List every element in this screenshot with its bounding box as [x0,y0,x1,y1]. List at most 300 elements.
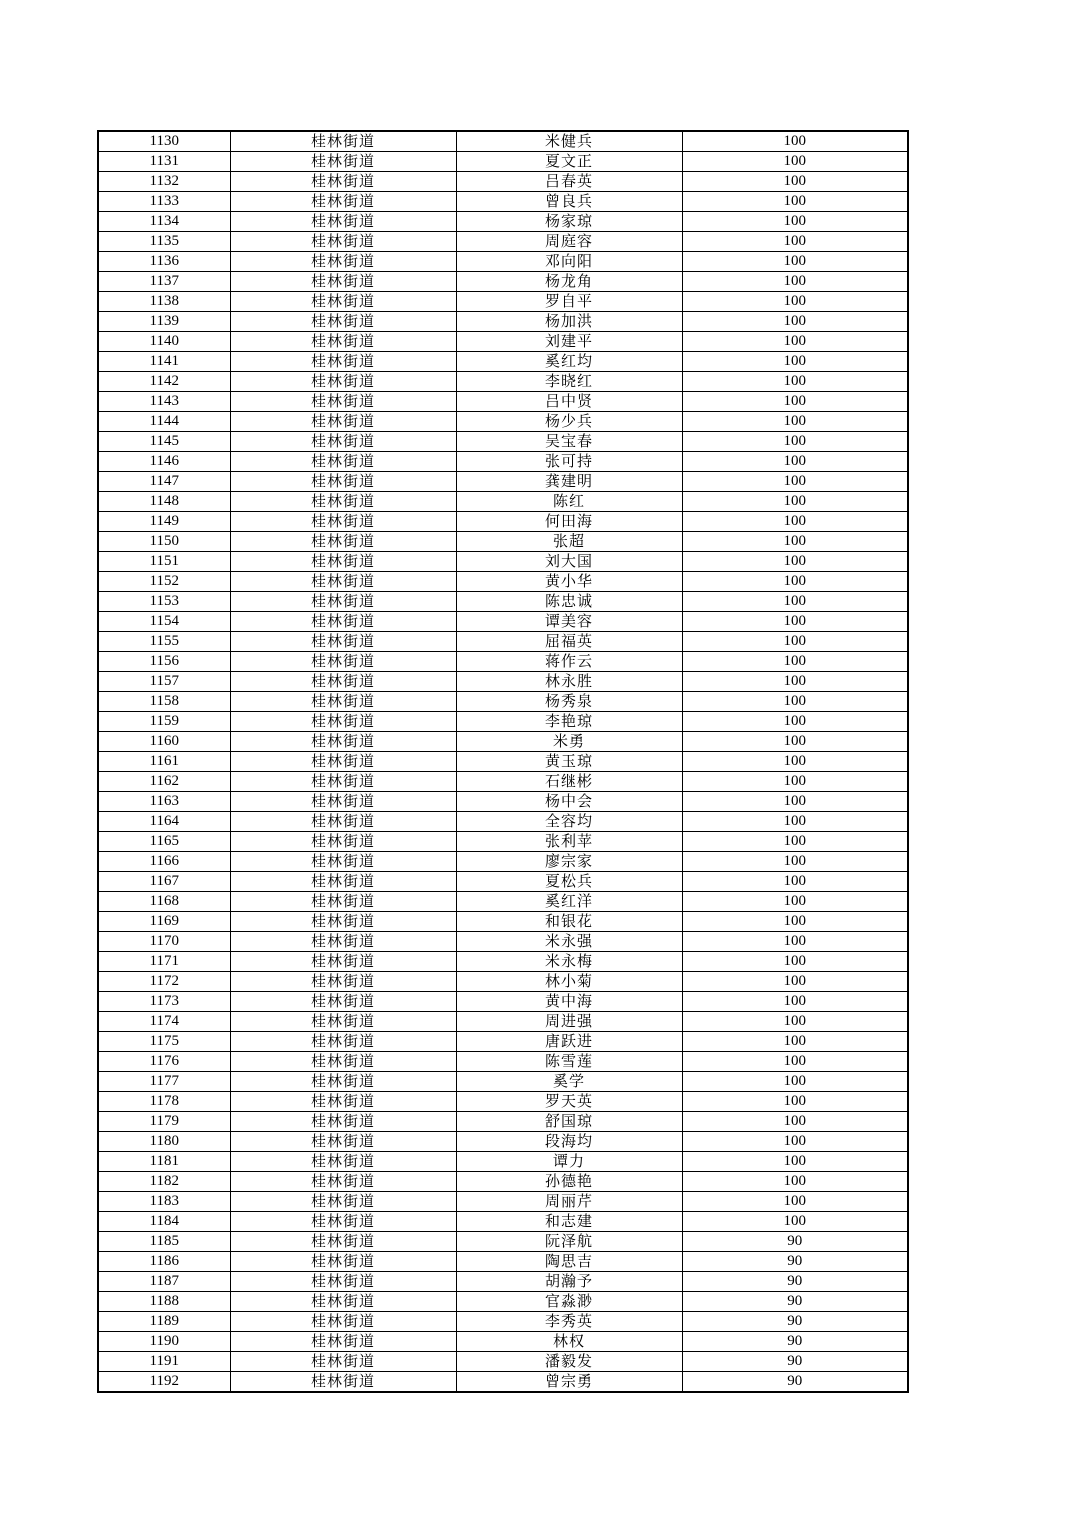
row-number-cell: 1142 [98,372,230,392]
table-row [98,532,908,552]
amount-cell: 90 [682,1232,908,1252]
amount-cell: 100 [682,512,908,532]
street-cell: 桂林街道 [230,472,456,492]
name-cell: 李艳琼 [456,712,682,732]
table-row [98,212,908,232]
row-number-cell: 1189 [98,1312,230,1332]
street-cell: 桂林街道 [230,772,456,792]
amount-cell: 100 [682,252,908,272]
name-cell: 张利苹 [456,832,682,852]
name-cell: 潘毅发 [456,1352,682,1372]
street-cell: 桂林街道 [230,292,456,312]
street-cell: 桂林街道 [230,1052,456,1072]
street-cell: 桂林街道 [230,752,456,772]
name-cell: 全容均 [456,812,682,832]
table-row [98,1372,908,1393]
street-cell: 桂林街道 [230,272,456,292]
table-row [98,732,908,752]
street-cell: 桂林街道 [230,732,456,752]
row-number-cell: 1154 [98,612,230,632]
amount-cell: 100 [682,792,908,812]
amount-cell: 100 [682,572,908,592]
table-row [98,1132,908,1152]
name-cell: 官淼渺 [456,1292,682,1312]
row-number-cell: 1156 [98,652,230,672]
amount-cell: 100 [682,932,908,952]
name-cell: 舒国琼 [456,1112,682,1132]
street-cell: 桂林街道 [230,1312,456,1332]
amount-cell: 100 [682,472,908,492]
street-cell: 桂林街道 [230,632,456,652]
amount-cell: 100 [682,1192,908,1212]
name-cell: 罗自平 [456,292,682,312]
street-cell: 桂林街道 [230,252,456,272]
name-cell: 杨少兵 [456,412,682,432]
amount-cell: 100 [682,312,908,332]
table-row [98,712,908,732]
name-cell: 米永强 [456,932,682,952]
street-cell: 桂林街道 [230,172,456,192]
row-number-cell: 1188 [98,1292,230,1312]
amount-cell: 100 [682,692,908,712]
table-row [98,1092,908,1112]
row-number-cell: 1171 [98,952,230,972]
table-body [98,131,908,1392]
amount-cell: 100 [682,1212,908,1232]
table-row [98,1192,908,1212]
table-row [98,172,908,192]
street-cell: 桂林街道 [230,652,456,672]
row-number-cell: 1136 [98,252,230,272]
row-number-cell: 1181 [98,1152,230,1172]
row-number-cell: 1147 [98,472,230,492]
amount-cell: 100 [682,212,908,232]
amount-cell: 100 [682,552,908,572]
street-cell: 桂林街道 [230,1252,456,1272]
row-number-cell: 1191 [98,1352,230,1372]
name-cell: 吕春英 [456,172,682,192]
table-row [98,1292,908,1312]
name-cell: 孙德艳 [456,1172,682,1192]
table-row [98,792,908,812]
amount-cell: 100 [682,392,908,412]
street-cell: 桂林街道 [230,412,456,432]
table-row [98,1312,908,1332]
row-number-cell: 1164 [98,812,230,832]
row-number-cell: 1132 [98,172,230,192]
table-row [98,1352,908,1372]
name-cell: 夏松兵 [456,872,682,892]
amount-cell: 100 [682,752,908,772]
street-cell: 桂林街道 [230,232,456,252]
table-row [98,292,908,312]
row-number-cell: 1130 [98,131,230,152]
amount-cell: 100 [682,892,908,912]
amount-cell: 100 [682,712,908,732]
amount-cell: 100 [682,1092,908,1112]
street-cell: 桂林街道 [230,1112,456,1132]
row-number-cell: 1149 [98,512,230,532]
street-cell: 桂林街道 [230,452,456,472]
table-row [98,1152,908,1172]
name-cell: 杨秀泉 [456,692,682,712]
street-cell: 桂林街道 [230,572,456,592]
street-cell: 桂林街道 [230,912,456,932]
row-number-cell: 1186 [98,1252,230,1272]
amount-cell: 100 [682,632,908,652]
street-cell: 桂林街道 [230,192,456,212]
street-cell: 桂林街道 [230,312,456,332]
name-cell: 周庭容 [456,232,682,252]
row-number-cell: 1160 [98,732,230,752]
name-cell: 米永梅 [456,952,682,972]
name-cell: 李秀英 [456,1312,682,1332]
amount-cell: 100 [682,272,908,292]
name-cell: 杨加洪 [456,312,682,332]
street-cell: 桂林街道 [230,512,456,532]
amount-cell: 100 [682,432,908,452]
name-cell: 曾宗勇 [456,1372,682,1393]
row-number-cell: 1174 [98,1012,230,1032]
row-number-cell: 1167 [98,872,230,892]
street-cell: 桂林街道 [230,612,456,632]
street-cell: 桂林街道 [230,692,456,712]
name-cell: 黄玉琼 [456,752,682,772]
row-number-cell: 1139 [98,312,230,332]
row-number-cell: 1170 [98,932,230,952]
table-row [98,152,908,172]
amount-cell: 100 [682,372,908,392]
name-cell: 唐跃进 [456,1032,682,1052]
amount-cell: 100 [682,492,908,512]
row-number-cell: 1173 [98,992,230,1012]
row-number-cell: 1138 [98,292,230,312]
street-cell: 桂林街道 [230,352,456,372]
table-row [98,412,908,432]
amount-cell: 100 [682,192,908,212]
name-cell: 陶思吉 [456,1252,682,1272]
table-row [98,492,908,512]
amount-cell: 100 [682,292,908,312]
row-number-cell: 1153 [98,592,230,612]
street-cell: 桂林街道 [230,1292,456,1312]
row-number-cell: 1145 [98,432,230,452]
data-table [97,130,909,1393]
table-row [98,1032,908,1052]
row-number-cell: 1177 [98,1072,230,1092]
street-cell: 桂林街道 [230,972,456,992]
amount-cell: 100 [682,1172,908,1192]
name-cell: 杨龙角 [456,272,682,292]
table-row [98,272,908,292]
table-row [98,192,908,212]
amount-cell: 90 [682,1252,908,1272]
row-number-cell: 1157 [98,672,230,692]
amount-cell: 100 [682,592,908,612]
name-cell: 奚红洋 [456,892,682,912]
street-cell: 桂林街道 [230,1272,456,1292]
amount-cell: 100 [682,912,908,932]
street-cell: 桂林街道 [230,131,456,152]
row-number-cell: 1163 [98,792,230,812]
table-row [98,752,908,772]
name-cell: 黄中海 [456,992,682,1012]
table-row [98,332,908,352]
row-number-cell: 1134 [98,212,230,232]
amount-cell: 100 [682,232,908,252]
street-cell: 桂林街道 [230,552,456,572]
name-cell: 何田海 [456,512,682,532]
table-row [98,452,908,472]
row-number-cell: 1176 [98,1052,230,1072]
street-cell: 桂林街道 [230,892,456,912]
name-cell: 谭美容 [456,612,682,632]
street-cell: 桂林街道 [230,932,456,952]
table-row [98,432,908,452]
amount-cell: 100 [682,852,908,872]
table-row [98,512,908,532]
amount-cell: 100 [682,812,908,832]
table-row [98,952,908,972]
table-row [98,892,908,912]
table-row [98,852,908,872]
row-number-cell: 1187 [98,1272,230,1292]
table-row [98,612,908,632]
street-cell: 桂林街道 [230,1132,456,1152]
name-cell: 杨中会 [456,792,682,812]
row-number-cell: 1140 [98,332,230,352]
row-number-cell: 1155 [98,632,230,652]
table-row [98,1052,908,1072]
table-row [98,632,908,652]
amount-cell: 100 [682,772,908,792]
amount-cell: 100 [682,172,908,192]
name-cell: 陈红 [456,492,682,512]
amount-cell: 90 [682,1312,908,1332]
row-number-cell: 1182 [98,1172,230,1192]
street-cell: 桂林街道 [230,872,456,892]
row-number-cell: 1192 [98,1372,230,1393]
name-cell: 蒋作云 [456,652,682,672]
street-cell: 桂林街道 [230,952,456,972]
amount-cell: 100 [682,452,908,472]
table-row [98,1252,908,1272]
row-number-cell: 1148 [98,492,230,512]
name-cell: 胡瀚予 [456,1272,682,1292]
amount-cell: 100 [682,732,908,752]
name-cell: 罗天英 [456,1092,682,1112]
table-row [98,1212,908,1232]
amount-cell: 100 [682,672,908,692]
name-cell: 刘建平 [456,332,682,352]
amount-cell: 100 [682,952,908,972]
name-cell: 陈忠诚 [456,592,682,612]
street-cell: 桂林街道 [230,432,456,452]
row-number-cell: 1137 [98,272,230,292]
table-row [98,1332,908,1352]
amount-cell: 100 [682,612,908,632]
amount-cell: 100 [682,1152,908,1172]
name-cell: 吴宝春 [456,432,682,452]
row-number-cell: 1141 [98,352,230,372]
table-row [98,1272,908,1292]
street-cell: 桂林街道 [230,812,456,832]
table-row [98,352,908,372]
street-cell: 桂林街道 [230,1352,456,1372]
name-cell: 石继彬 [456,772,682,792]
amount-cell: 90 [682,1352,908,1372]
name-cell: 谭力 [456,1152,682,1172]
name-cell: 周丽芹 [456,1192,682,1212]
row-number-cell: 1183 [98,1192,230,1212]
table-row [98,572,908,592]
row-number-cell: 1168 [98,892,230,912]
name-cell: 阮泽航 [456,1232,682,1252]
name-cell: 米勇 [456,732,682,752]
table-row [98,1012,908,1032]
name-cell: 刘大国 [456,552,682,572]
table-row [98,912,908,932]
table-row [98,932,908,952]
amount-cell: 90 [682,1292,908,1312]
street-cell: 桂林街道 [230,332,456,352]
amount-cell: 90 [682,1272,908,1292]
row-number-cell: 1146 [98,452,230,472]
amount-cell: 100 [682,652,908,672]
row-number-cell: 1180 [98,1132,230,1152]
amount-cell: 100 [682,352,908,372]
table-row [98,772,908,792]
row-number-cell: 1152 [98,572,230,592]
amount-cell: 100 [682,832,908,852]
amount-cell: 100 [682,332,908,352]
street-cell: 桂林街道 [230,792,456,812]
name-cell: 曾良兵 [456,192,682,212]
table-row [98,372,908,392]
table-row [98,1172,908,1192]
table-row [98,131,908,152]
table-row [98,232,908,252]
row-number-cell: 1169 [98,912,230,932]
name-cell: 段海均 [456,1132,682,1152]
table-row [98,832,908,852]
street-cell: 桂林街道 [230,212,456,232]
table-row [98,812,908,832]
row-number-cell: 1162 [98,772,230,792]
table-row [98,672,908,692]
street-cell: 桂林街道 [230,992,456,1012]
street-cell: 桂林街道 [230,1032,456,1052]
table-row [98,252,908,272]
table-row [98,392,908,412]
table-row [98,972,908,992]
name-cell: 和志建 [456,1212,682,1232]
name-cell: 林小菊 [456,972,682,992]
street-cell: 桂林街道 [230,532,456,552]
name-cell: 李晓红 [456,372,682,392]
name-cell: 龚建明 [456,472,682,492]
row-number-cell: 1185 [98,1232,230,1252]
row-number-cell: 1133 [98,192,230,212]
street-cell: 桂林街道 [230,592,456,612]
street-cell: 桂林街道 [230,1152,456,1172]
row-number-cell: 1175 [98,1032,230,1052]
amount-cell: 100 [682,152,908,172]
name-cell: 陈雪莲 [456,1052,682,1072]
name-cell: 吕中贤 [456,392,682,412]
row-number-cell: 1178 [98,1092,230,1112]
table-row [98,1232,908,1252]
row-number-cell: 1150 [98,532,230,552]
table-row [98,872,908,892]
name-cell: 米健兵 [456,131,682,152]
street-cell: 桂林街道 [230,1072,456,1092]
street-cell: 桂林街道 [230,372,456,392]
amount-cell: 100 [682,1072,908,1092]
row-number-cell: 1172 [98,972,230,992]
name-cell: 张超 [456,532,682,552]
row-number-cell: 1143 [98,392,230,412]
row-number-cell: 1184 [98,1212,230,1232]
street-cell: 桂林街道 [230,852,456,872]
name-cell: 廖宗家 [456,852,682,872]
name-cell: 夏文正 [456,152,682,172]
row-number-cell: 1161 [98,752,230,772]
row-number-cell: 1151 [98,552,230,572]
row-number-cell: 1165 [98,832,230,852]
amount-cell: 90 [682,1332,908,1352]
amount-cell: 100 [682,1052,908,1072]
table-row [98,652,908,672]
amount-cell: 100 [682,532,908,552]
name-cell: 奚红均 [456,352,682,372]
amount-cell: 100 [682,1012,908,1032]
name-cell: 奚学 [456,1072,682,1092]
row-number-cell: 1144 [98,412,230,432]
name-cell: 林永胜 [456,672,682,692]
amount-cell: 100 [682,872,908,892]
name-cell: 黄小华 [456,572,682,592]
table-row [98,692,908,712]
street-cell: 桂林街道 [230,1172,456,1192]
table-row [98,552,908,572]
table-row [98,312,908,332]
row-number-cell: 1159 [98,712,230,732]
street-cell: 桂林街道 [230,152,456,172]
street-cell: 桂林街道 [230,1372,456,1393]
name-cell: 张可持 [456,452,682,472]
name-cell: 屈福英 [456,632,682,652]
street-cell: 桂林街道 [230,1232,456,1252]
name-cell: 杨家琼 [456,212,682,232]
table-row [98,1072,908,1092]
table-row [98,472,908,492]
row-number-cell: 1166 [98,852,230,872]
street-cell: 桂林街道 [230,1192,456,1212]
street-cell: 桂林街道 [230,712,456,732]
street-cell: 桂林街道 [230,1212,456,1232]
row-number-cell: 1179 [98,1112,230,1132]
row-number-cell: 1158 [98,692,230,712]
street-cell: 桂林街道 [230,672,456,692]
street-cell: 桂林街道 [230,1092,456,1112]
name-cell: 林权 [456,1332,682,1352]
row-number-cell: 1190 [98,1332,230,1352]
amount-cell: 100 [682,131,908,152]
amount-cell: 100 [682,1032,908,1052]
row-number-cell: 1135 [98,232,230,252]
amount-cell: 100 [682,412,908,432]
